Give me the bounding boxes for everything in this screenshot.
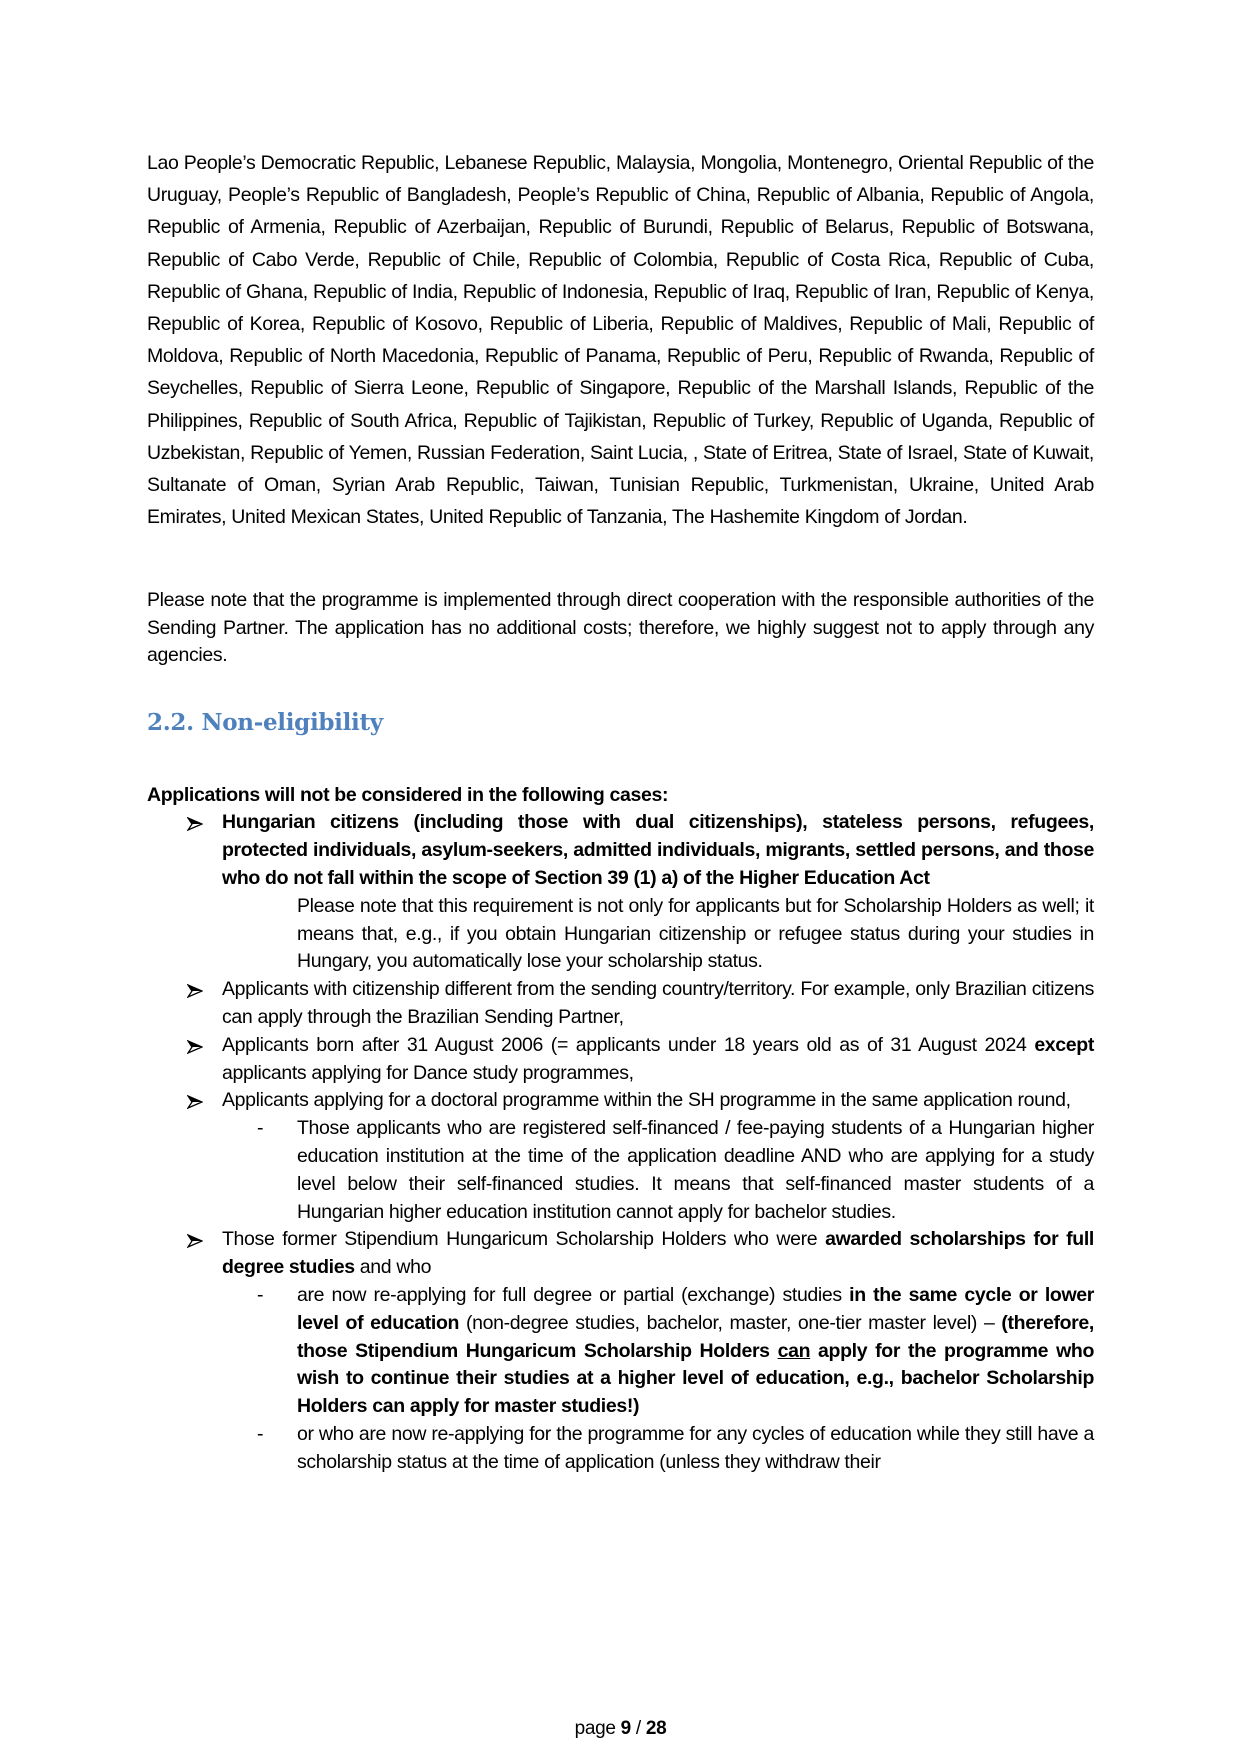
sub-bold-2: (therefore, those Stipendium Hungaricum Scholarship Holders [297,1311,1094,1362]
list-item-age [147,1032,1094,1088]
sub-item-text: or who are now re-applying for the programme for any cycles of education while they still have a scholarship status at the time of application (unless they withdraw their [297,1422,1094,1473]
sub-item-self-financed [147,1115,1094,1226]
document-page [147,147,1094,1477]
total-pages: 28 [645,1718,667,1739]
sub-bold-1: in the same cycle or lower level of education [297,1283,1095,1334]
eligible-countries-paragraph: Lao People’s Democratic Republic, Lebanese Republic, Malaysia, Mongolia, Montenegro, Oriental Republic of the Uruguay, People’s Republic of Bangladesh, People’s Republic of China, Republic of Albania, Republic of Angola, Republic of Armenia, Republic of Azerbaijan, Republic of Burundi, Republic of Belarus, Republic of Botswana, Republic of Cabo Verde, Republic of Chile, Republic of Colombia, Republic of Costa Rica, Republic of Cuba, Republic of Ghana, Republic of India, Republic of Indonesia, Republic of Iraq, Republic of Iran, Republic of Kenya, Republic of Korea, Republic of Kosovo, Republic of Liberia, Republic of Maldives, Republic of Mali, Republic of Moldova, Republic of North Macedonia, Republic of Panama, Republic of Peru, Republic of Rwanda, Republic of Seychelles, Republic of Sierra Leone, Republic of Singapore, Republic of the Marshall Islands, Republic of the Philippines, Republic of South Africa, Republic of Tajikistan, Republic of Turkey, Republic of Uganda, Republic of Uzbekistan, Republic of Yemen, Russian Federation, Saint Lucia, , State of Eritrea, State of Israel, State of Kuwait, Sultanate of Oman, Syrian Arab Republic, Taiwan, Tunisian Republic, Turkmenistan, Ukraine, United Arab Emirates, United Mexican States, United Republic of Tanzania, The Hashemite Kingdom of Jordan. [147,152,1094,529]
sub-item-active-status [147,1421,1094,1477]
page-footer [0,1718,1241,1740]
list-item-hungarian-citizens [147,809,1094,892]
item-text-part-2: and who [354,1256,432,1279]
item-text-part-2: applicants applying for Dance study programmes, [222,1061,634,1084]
item-text: Applicants with citizenship different from the sending country/territory. For example, only Brazilian citizens can apply through the Brazilian Sending Partner, [222,978,1094,1029]
arrowhead-bullet-icon [187,1226,207,1254]
current-page-number: 9 [620,1718,631,1739]
arrowhead-bullet-icon [187,1032,207,1060]
agency-note-paragraph: Please note that the programme is implemented through direct cooperation with the responsible authorities of the Sending Partner. The application has no additional costs; therefore, we highly suggest not to apply through any agencies. [147,589,1094,667]
list-item-former-holders [147,1226,1094,1282]
item-text-part-1: Applicants born after 31 August 2006 (= applicants under 18 years old as of 31 August 2024 [222,1033,1035,1056]
list-intro: Applications will not be considered in the following cases: [147,783,669,806]
sub-bold-3: apply for the programme who wish to continue their studies at a higher level of education, e.g., bachelor Scholarship Holders can apply for master studies!) [297,1339,1095,1418]
sub-item-same-cycle [147,1282,1094,1421]
dash-bullet: - [257,1283,264,1306]
dash-bullet: - [257,1117,264,1140]
sub-text-1: are now re-applying for full degree or partial (exchange) studies [297,1283,850,1306]
arrowhead-bullet-icon [187,976,207,1004]
list-item-doctoral [147,1087,1094,1115]
arrowhead-bullet-icon [187,1087,207,1115]
page-label: page [574,1718,621,1739]
non-eligibility-list [147,809,1094,1476]
item-text-bold: except [1034,1033,1094,1056]
arrowhead-bullet-icon [187,809,207,837]
scholarship-holder-note [147,893,1094,976]
sub-text-2: (non-degree studies, bachelor, master, one-tier master level) – [459,1311,1002,1334]
sub-item-text: Those applicants who are registered self-financed / fee-paying students of a Hungarian higher education institution at the time of the application deadline AND who are applying for a study level below their self-financed studies. It means that self-financed master students of a Hungarian higher education institution cannot apply for bachelor studies. [297,1117,1094,1223]
note-text: Please note that this requirement is not only for applicants but for Scholarship Holders as well; it means that, e.g., if you obtain Hungarian citizenship or refugee status during your studies in Hungary, you automatically lose your scholarship status. [297,894,1094,973]
item-text: Applicants applying for a doctoral programme within the SH programme in the same application round, [222,1089,1071,1112]
page-separator: / [630,1718,646,1739]
list-item-citizenship-mismatch [147,976,1094,1032]
sub-bold-underlined: can [777,1339,811,1362]
item-text-bold: awarded scholarships for full degree studies [222,1228,1094,1279]
dash-bullet: - [257,1422,264,1445]
section-heading-non-eligibility: 2.2. Non-eligibility [147,708,383,736]
item-text: Hungarian citizens (including those with dual citizenships), stateless persons, refugees, protected individuals, asylum-seekers, admitted individuals, migrants, settled persons, and those who do not fall within the scope of Section 39 (1) a) of the Higher Education Act [222,811,1094,890]
item-text-part-1: Those former Stipendium Hungaricum Scholarship Holders who were [222,1228,826,1251]
